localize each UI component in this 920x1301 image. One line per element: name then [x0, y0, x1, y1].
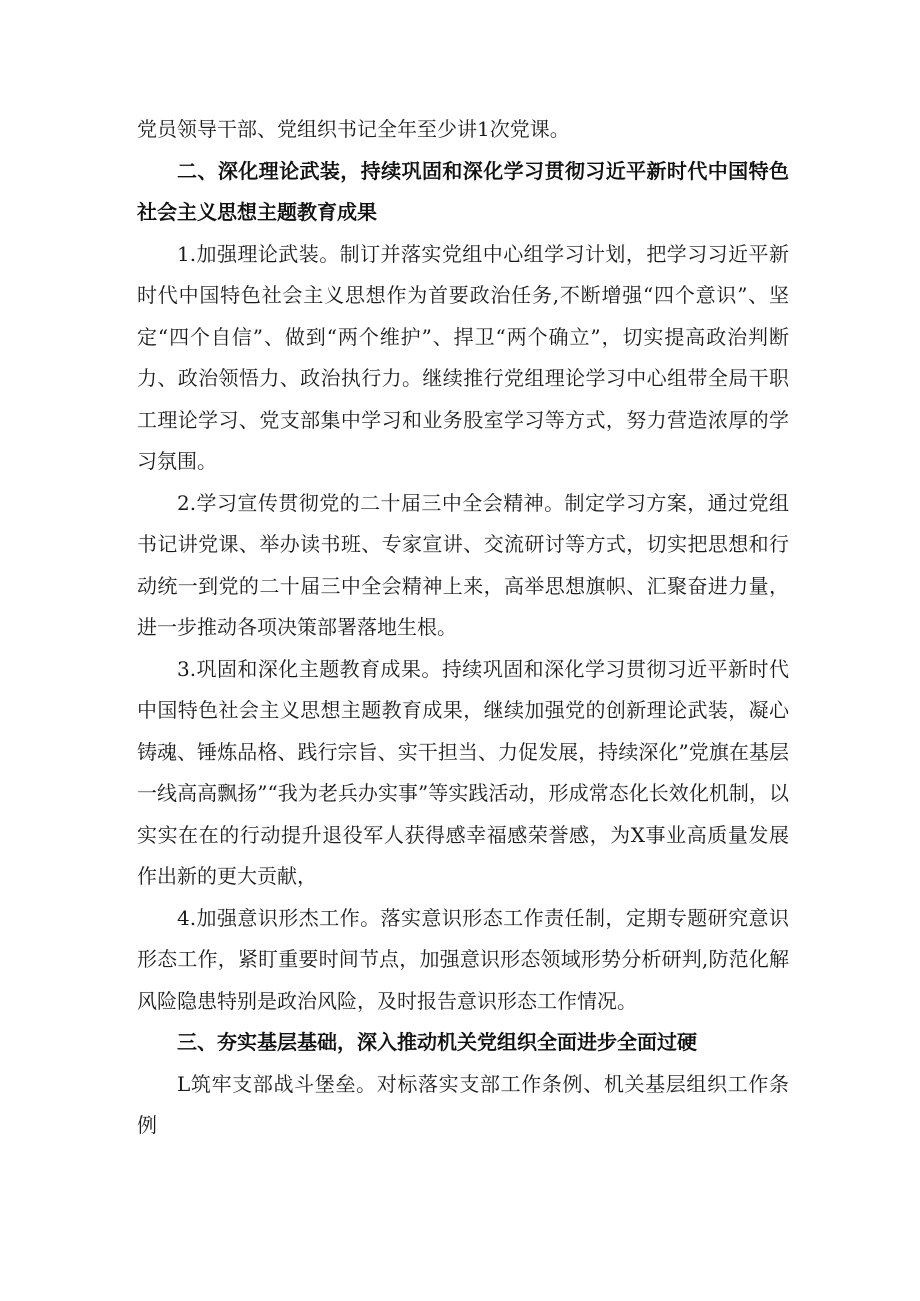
paragraph-item-3: 3.巩固和深化主题教育成果。持续巩固和深化学习贯彻习近平新时代中国特色社会主义思想主题教育成果，继续加强党的创新理论武装，凝心铸魂、锤炼品格、践行宗旨、实干担当、力促发展，持续深化”党旗在基层一线高高飘扬”“我为老兵办实事”等实践活动，形成常态化长效化机制，以实实在在的行动提升退役军人获得感幸福感荣誉感，为X事业高质量发展作出新的更大贡献， [137, 656, 789, 888]
section-heading-3: 三、夯实基层基础，深入推动机关党组织全面进步全面过硬 [177, 1030, 697, 1054]
document-body [137, 109, 789, 1147]
paragraph-item-4: 4.加强意识形杰工作。落实意识形态工作责任制，定期专题研究意识形态工作，紧盯重要时间节点，加强意识形态领域形势分析研判,防范化解风险隐患特别是政治风险，及时报告意识形态工作情况。 [137, 905, 789, 1013]
section-heading-2: 二、深化理论武装，持续巩固和深化学习贯彻习近平新时代中国特色社会主义思想主题教育成果 [137, 158, 789, 224]
paragraph-item-2: 2.学习宣传贯彻党的二十届三中全会精神。制定学习方案，通过党组书记讲党课、举办读书班、专家宣讲、交流研讨等方式，切实把思想和行动统一到党的二十届三中全会精神上来，高举思想旗帜、汇聚奋进力量，进一步推动各项决策部署落地生根。 [137, 490, 789, 639]
paragraph-item-1: 1.加强理论武装。制订并落实党组中心组学习计划，把学习习近平新时代中国特色社会主义思想作为首要政治任务,不断增强“四个意识”、坚定“四个自信”、做到“两个维护”、捍卫“两个确立”，切实提高政治判断力、政治领悟力、政治执行力。继续推行党组理论学习中心组带全局干职工理论学习、党支部集中学习和业务股室学习等方式，努力营造浓厚的学习氛围。 [137, 241, 789, 473]
paragraph-party-lecture: 党员领导干部、党组织书记全年至少讲1次党课。 [137, 117, 570, 141]
paragraph-item-5: L筑牢支部战斗堡垒。对标落实支部工作条例、机关基层组织工作条例 [137, 1071, 789, 1137]
